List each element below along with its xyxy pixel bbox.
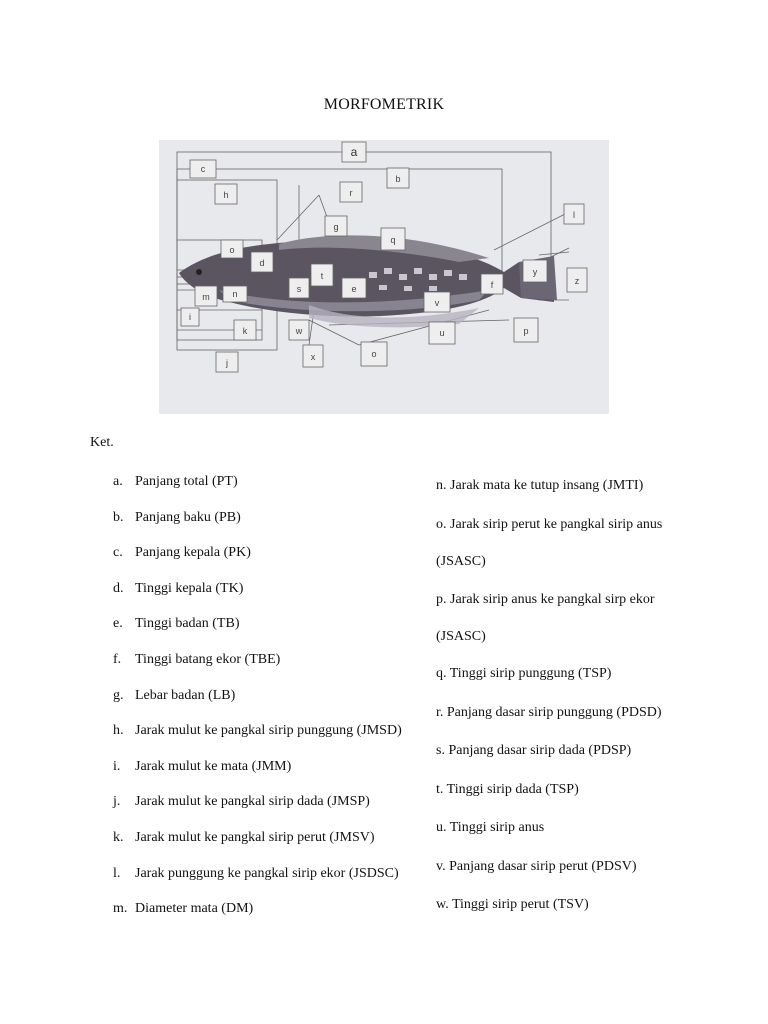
svg-text:y: y [532,267,538,277]
legend-item [113,829,433,865]
fish-diagram-svg [159,140,609,414]
legend-marker: j. [113,794,121,810]
legend-marker: k. [113,829,124,845]
legend-line: (JSASC) [436,553,486,569]
legend-line: r. Panjang dasar sirip punggung (PDSD) [436,704,662,720]
legend-item [113,651,433,687]
legend-item [113,473,433,509]
legend-item [113,544,433,580]
legend-item [113,758,433,794]
legend-marker: d. [113,580,124,596]
svg-text:a: a [350,145,358,159]
legend-line: n. Jarak mata ke tutup insang (JMTI) [436,478,644,493]
legend-item [113,865,433,901]
page-title: MORFOMETRIK [323,96,445,113]
legend-text: Jarak punggung ke pangkal sirip ekor (JSDSC) [135,865,399,881]
legend-text: Diameter mata (DM) [135,901,254,917]
svg-text:w: w [295,326,303,336]
legend-list-right [436,477,756,933]
legend-line: w. Tinggi sirip perut (TSV) [436,897,589,912]
legend-text: Lebar badan (LB) [135,687,236,703]
svg-text:c: c [200,164,206,174]
legend-marker: m. [113,901,128,917]
legend-marker: h. [113,723,124,739]
svg-text:b: b [395,174,401,184]
legend-line: s. Panjang dasar sirip dada (PDSP) [436,743,632,758]
ket-label: Ket. [90,435,114,450]
legend-line: o. Jarak sirip perut ke pangkal sirip anus [436,516,663,532]
legend-text: Jarak mulut ke pangkal sirip dada (JMSP) [135,794,370,810]
svg-text:o: o [371,349,377,359]
legend-item [113,793,433,829]
legend-line: q. Tinggi sirip punggung (TSP) [436,666,612,681]
legend-line: u. Tinggi sirip anus [436,820,545,835]
legend-marker: l. [113,865,121,881]
svg-text:s: s [296,284,302,294]
legend-marker: a. [113,474,123,489]
legend-line: p. Jarak sirip anus ke pangkal sirp ekor [436,592,655,607]
svg-text:u: u [439,328,445,338]
svg-text:z: z [574,276,580,286]
svg-text:x: x [310,352,316,362]
legend-text: Jarak mulut ke pangkal sirip punggung (JMSD) [135,723,402,739]
svg-text:i: i [189,312,191,322]
legend-item [113,580,433,616]
svg-text:m: m [202,292,210,302]
legend-line: v. Panjang dasar sirip perut (PDSV) [436,858,637,874]
legend-marker: f. [113,651,122,667]
legend-text: Jarak mulut ke pangkal sirip perut (JMSV) [135,829,375,845]
legend-marker: e. [113,616,123,632]
fish-morphometric-diagram [159,140,609,414]
legend-item [113,509,433,545]
svg-text:e: e [351,284,357,294]
svg-text:d: d [259,258,265,268]
legend-text: Tinggi badan (TB) [135,616,240,632]
legend-item [113,722,433,758]
legend-item [113,615,433,651]
legend-marker: b. [113,509,124,525]
svg-text:t: t [320,271,324,281]
svg-text:o: o [229,245,235,255]
legend-list-left [113,473,433,936]
svg-text:g: g [333,222,339,232]
svg-text:k: k [242,326,248,336]
svg-text:f: f [490,280,494,290]
legend-marker: c. [113,545,123,561]
legend-item [113,900,433,936]
svg-text:l: l [573,210,575,220]
legend-marker: g. [113,687,124,703]
svg-text:r: r [349,188,353,198]
legend-marker: i. [113,758,121,774]
legend-text: Panjang baku (PB) [135,509,241,525]
legend-text: Jarak mulut ke mata (JMM) [135,758,292,774]
legend-item [113,687,433,723]
svg-text:h: h [223,190,229,200]
svg-text:j: j [226,358,228,368]
legend-text: Panjang total (PT) [135,474,238,489]
legend-line: (JSASC) [436,629,486,644]
svg-text:n: n [232,289,238,299]
legend-text: Tinggi kepala (TK) [135,580,244,596]
legend-text: Panjang kepala (PK) [135,545,251,561]
legend-line: t. Tinggi sirip dada (TSP) [436,781,579,797]
svg-text:p: p [523,326,529,336]
svg-text:q: q [390,235,396,245]
legend-text: Tinggi batang ekor (TBE) [135,651,281,667]
svg-text:v: v [434,298,440,308]
